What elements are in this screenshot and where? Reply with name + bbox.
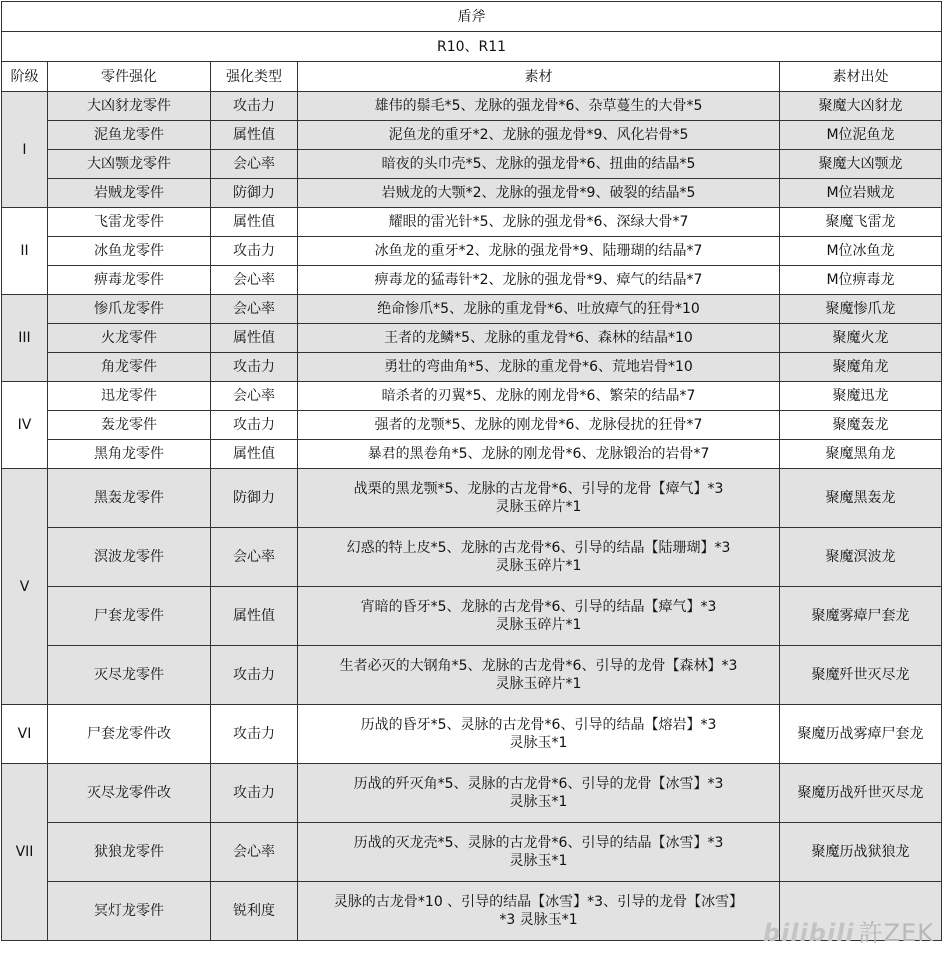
part-cell: 灭尽龙零件: [48, 646, 211, 705]
material-line: 宵暗的昏牙*5、龙脉的古龙骨*6、引导的结晶【瘴气】*3: [360, 599, 717, 615]
material-line: 暗杀者的刃翼*5、龙脉的刚龙骨*6、繁荣的结晶*7: [381, 388, 696, 404]
stage-cell: V: [2, 469, 48, 705]
bilibili-watermark: [763, 913, 934, 948]
header-material: 素材: [298, 62, 780, 92]
source-cell: 聚魔角龙: [780, 353, 942, 382]
source-cell: 聚魔雾瘴尸套龙: [780, 587, 942, 646]
part-cell: 大凶豺龙零件: [48, 92, 211, 121]
type-cell: 防御力: [211, 469, 298, 528]
table-row: [2, 646, 942, 705]
material-line: 灵脉玉碎片*1: [495, 676, 582, 692]
material-line: 灵脉的古龙骨*10 、引导的结晶【冰雪】*3、引导的龙骨【冰雪】: [333, 894, 744, 910]
table-row: [2, 469, 942, 528]
material-line: 痹毒龙的猛毒针*2、龙脉的强龙骨*9、瘴气的结晶*7: [374, 272, 703, 288]
material-cell: [298, 382, 780, 411]
material-cell: [298, 469, 780, 528]
part-cell: 泥鱼龙零件: [48, 121, 211, 150]
stage-cell: III: [2, 295, 48, 382]
source-cell: 聚魔歼世灭尽龙: [780, 646, 942, 705]
material-line: 灵脉玉碎片*1: [495, 617, 582, 633]
material-cell: [298, 440, 780, 469]
material-line: 幻惑的特上皮*5、龙脉的古龙骨*6、引导的结晶【陆珊瑚】*3: [346, 540, 731, 556]
material-cell: [298, 353, 780, 382]
source-cell: 聚魔飞雷龙: [780, 208, 942, 237]
table-row: [2, 92, 942, 121]
material-line: 灵脉玉*1: [509, 853, 568, 869]
source-cell: 聚魔历战雾瘴尸套龙: [780, 705, 942, 764]
material-cell: [298, 295, 780, 324]
table-row: [2, 237, 942, 266]
part-cell: 轰龙零件: [48, 411, 211, 440]
table-row: [2, 705, 942, 764]
source-cell: 聚魔黑轰龙: [780, 469, 942, 528]
material-cell: [298, 705, 780, 764]
type-cell: 属性值: [211, 324, 298, 353]
type-cell: 防御力: [211, 179, 298, 208]
source-cell: M位岩贼龙: [780, 179, 942, 208]
table-row: [2, 295, 942, 324]
material-cell: [298, 237, 780, 266]
table-row: [2, 150, 942, 179]
table-row: [2, 528, 942, 587]
source-cell: 聚魔火龙: [780, 324, 942, 353]
stage-cell: IV: [2, 382, 48, 469]
type-cell: 攻击力: [211, 705, 298, 764]
material-cell: [298, 121, 780, 150]
source-cell: 聚魔迅龙: [780, 382, 942, 411]
material-cell: [298, 266, 780, 295]
material-cell: [298, 92, 780, 121]
type-cell: 属性值: [211, 440, 298, 469]
table-row: [2, 440, 942, 469]
material-line: 生者必灭的大钢角*5、龙脉的古龙骨*6、引导的龙骨【森林】*3: [339, 658, 738, 674]
type-cell: 会心率: [211, 295, 298, 324]
type-cell: 攻击力: [211, 353, 298, 382]
material-cell: [298, 528, 780, 587]
table-row: [2, 324, 942, 353]
source-cell: 聚魔黑角龙: [780, 440, 942, 469]
source-cell: M位冰鱼龙: [780, 237, 942, 266]
table-row: [2, 353, 942, 382]
part-cell: 岩贼龙零件: [48, 179, 211, 208]
material-line: 战栗的黑龙颚*5、龙脉的古龙骨*6、引导的龙骨【瘴气】*3: [353, 481, 724, 497]
material-cell: [298, 324, 780, 353]
type-cell: 会心率: [211, 823, 298, 882]
part-cell: 黑角龙零件: [48, 440, 211, 469]
material-line: 耀眼的雷光针*5、龙脉的强龙骨*6、深绿大骨*7: [388, 214, 689, 230]
type-cell: 会心率: [211, 528, 298, 587]
material-cell: [298, 179, 780, 208]
type-cell: 攻击力: [211, 764, 298, 823]
material-line: 绝命惨爪*5、龙脉的重龙骨*6、吐放瘴气的狂骨*10: [377, 301, 700, 317]
source-cell: 聚魔溟波龙: [780, 528, 942, 587]
source-cell: M位痹毒龙: [780, 266, 942, 295]
type-cell: 会心率: [211, 150, 298, 179]
material-line: 冰鱼龙的重牙*2、龙脉的强龙骨*9、陆珊瑚的结晶*7: [374, 243, 703, 259]
table-row: [2, 382, 942, 411]
type-cell: 攻击力: [211, 411, 298, 440]
header-source: 素材出处: [780, 62, 942, 92]
material-line: 暗夜的头巾壳*5、龙脉的强龙骨*6、扭曲的结晶*5: [381, 156, 696, 172]
part-cell: 惨爪龙零件: [48, 295, 211, 324]
material-cell: [298, 411, 780, 440]
table-row: [2, 764, 942, 823]
header-type: 强化类型: [211, 62, 298, 92]
material-line: 历战的灭龙壳*5、灵脉的古龙骨*6、引导的结晶【冰雪】*3: [353, 835, 724, 851]
source-cell: M位泥鱼龙: [780, 121, 942, 150]
part-cell: 冰鱼龙零件: [48, 237, 211, 266]
material-line: 灵脉玉*1: [509, 794, 568, 810]
source-cell: 聚魔大凶颚龙: [780, 150, 942, 179]
stage-cell: VI: [2, 705, 48, 764]
part-cell: 冥灯龙零件: [48, 882, 211, 941]
material-line: 勇壮的弯曲角*5、龙脉的重龙骨*6、荒地岩骨*10: [384, 359, 693, 375]
material-line: 暴君的黑卷角*5、龙脉的刚龙骨*6、龙脉锻治的岩骨*7: [367, 446, 710, 462]
material-line: 灵脉玉碎片*1: [495, 499, 582, 515]
material-line: 泥鱼龙的重牙*2、龙脉的强龙骨*9、风化岩骨*5: [388, 127, 689, 143]
type-cell: 会心率: [211, 382, 298, 411]
type-cell: 属性值: [211, 121, 298, 150]
materials-table: [1, 1, 942, 941]
part-cell: 火龙零件: [48, 324, 211, 353]
table-row: [2, 411, 942, 440]
part-cell: 角龙零件: [48, 353, 211, 382]
part-cell: 大凶颚龙零件: [48, 150, 211, 179]
material-line: 强者的龙颚*5、龙脉的刚龙骨*6、龙脉侵扰的狂骨*7: [374, 417, 703, 433]
bilibili-logo: bilibili: [762, 919, 855, 947]
part-cell: 尸套龙零件: [48, 587, 211, 646]
part-cell: 痹毒龙零件: [48, 266, 211, 295]
table-row: [2, 587, 942, 646]
table-title: 盾斧: [2, 2, 942, 32]
part-cell: 溟波龙零件: [48, 528, 211, 587]
material-line: 历战的昏牙*5、灵脉的古龙骨*6、引导的结晶【熔岩】*3: [360, 717, 717, 733]
part-cell: 狱狼龙零件: [48, 823, 211, 882]
part-cell: 黑轰龙零件: [48, 469, 211, 528]
header-part: 零件强化: [48, 62, 211, 92]
material-cell: [298, 823, 780, 882]
type-cell: 属性值: [211, 587, 298, 646]
header-stage: 阶级: [2, 62, 48, 92]
table-row: [2, 823, 942, 882]
material-line: 历战的歼灭角*5、灵脉的古龙骨*6、引导的龙骨【冰雪】*3: [353, 776, 724, 792]
table-row: [2, 266, 942, 295]
type-cell: 锐利度: [211, 882, 298, 941]
material-line: 岩贼龙的大颚*2、龙脉的强龙骨*9、破裂的结晶*5: [381, 185, 696, 201]
part-cell: 尸套龙零件改: [48, 705, 211, 764]
material-cell: [298, 587, 780, 646]
material-cell: [298, 150, 780, 179]
material-line: 王者的龙鳞*5、龙脉的重龙骨*6、森林的结晶*10: [384, 330, 693, 346]
type-cell: 会心率: [211, 266, 298, 295]
material-cell: [298, 882, 780, 941]
material-cell: [298, 208, 780, 237]
type-cell: 攻击力: [211, 237, 298, 266]
rank-range: R10、R11: [2, 32, 942, 62]
type-cell: 攻击力: [211, 646, 298, 705]
source-cell: 聚魔惨爪龙: [780, 295, 942, 324]
source-cell: 聚魔大凶豺龙: [780, 92, 942, 121]
material-line: 雄伟的鬃毛*5、龙脉的强龙骨*6、杂草蔓生的大骨*5: [374, 98, 703, 114]
source-cell: 聚魔历战狱狼龙: [780, 823, 942, 882]
material-line: *3 灵脉玉*1: [499, 912, 578, 928]
part-cell: 飞雷龙零件: [48, 208, 211, 237]
source-cell: 聚魔轰龙: [780, 411, 942, 440]
stage-cell: VII: [2, 764, 48, 941]
part-cell: 灭尽龙零件改: [48, 764, 211, 823]
part-cell: 迅龙零件: [48, 382, 211, 411]
material-cell: [298, 764, 780, 823]
source-cell: 聚魔历战歼世灭尽龙: [780, 764, 942, 823]
table-row: [2, 121, 942, 150]
material-cell: [298, 646, 780, 705]
material-line: 灵脉玉碎片*1: [495, 558, 582, 574]
stage-cell: I: [2, 92, 48, 208]
type-cell: 攻击力: [211, 92, 298, 121]
table-row: [2, 208, 942, 237]
table-row: [2, 179, 942, 208]
material-line: 灵脉玉*1: [509, 735, 568, 751]
stage-cell: II: [2, 208, 48, 295]
type-cell: 属性值: [211, 208, 298, 237]
watermark-author: 許ZEK: [858, 919, 934, 947]
